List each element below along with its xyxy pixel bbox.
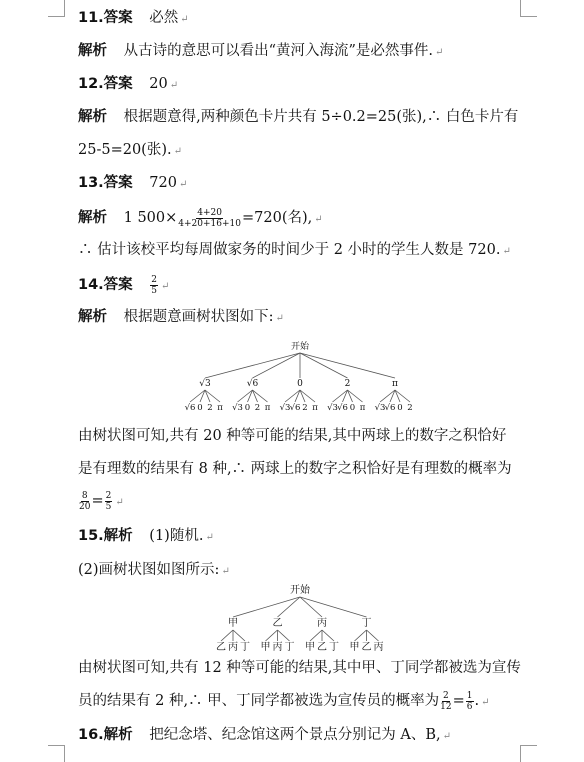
return-mark: ↵ — [442, 731, 452, 742]
tree-branch — [310, 630, 322, 641]
tree-leaf-label: 2 — [302, 403, 308, 413]
period: . — [474, 693, 480, 709]
equals-sign: = — [452, 693, 465, 709]
tree-leaf-label: 丁 — [284, 642, 295, 653]
q16-line — [78, 725, 451, 747]
tree-leaf-label: √6 — [384, 403, 396, 413]
q14-answer-denominator: 5 — [151, 285, 158, 296]
q13-calc-result: =720(名), — [242, 210, 313, 226]
tree-branch — [322, 630, 334, 641]
q15-part-2: (2)画树状图如图所示: — [78, 562, 220, 578]
tree-leaf-label: 乙 — [216, 642, 226, 653]
numerator: 1 — [466, 690, 473, 701]
q15-probability-fraction-1 — [440, 691, 451, 712]
tree-leaf-label: 丙 — [228, 642, 238, 653]
q14-result-text-1: 由树状图可知,共有 20 种等可能的结果,其中两球上的数字之积恰好 — [78, 428, 507, 444]
q12-explain-text-1: 根据题意得,两种颜色卡片共有 5÷0.2=25(张),∴ 白色卡片有 — [123, 109, 519, 125]
tree-branch — [300, 597, 367, 617]
tree-leaf-label: 乙 — [361, 642, 372, 653]
tree-leaf-label: π — [264, 403, 271, 413]
tree-level1-label: 甲 — [228, 618, 238, 629]
denominator: 12 — [440, 701, 452, 712]
tree-branch — [278, 630, 290, 641]
tree-branch — [233, 597, 300, 617]
q11-explain-head: 解析 — [78, 43, 107, 59]
tree-level1-label: √6 — [246, 379, 259, 389]
tree-branch — [355, 630, 367, 641]
tree-branch — [367, 630, 379, 641]
q13-calc-prefix: 1 500× — [123, 210, 178, 226]
denominator: 20 — [79, 501, 91, 512]
denominator: 6 — [466, 701, 473, 712]
tree-leaf-label: 0 — [197, 403, 203, 413]
tree-leaf-label: 丁 — [240, 642, 250, 653]
tree-leaf-label: 乙 — [317, 642, 327, 653]
tree-leaf-label: π — [312, 403, 318, 413]
tree-root-label: 开始 — [290, 585, 310, 596]
q15-part-1: (1)随机. — [149, 528, 204, 544]
return-mark: ↵ — [173, 146, 182, 157]
tree-level1-label: 2 — [344, 379, 351, 389]
return-mark: ↵ — [161, 281, 170, 292]
q15-result-text-2: 员的结果有 2 种,∴ 甲、丁同学都被选为宣传员的概率为 — [78, 693, 440, 709]
tree-level1-label: 0 — [297, 379, 303, 389]
q14-explain-text: 根据题意画树状图如下: — [123, 309, 274, 325]
tree-leaf-label: 2 — [254, 403, 261, 413]
tree-leaf-label: √3 — [232, 403, 243, 413]
tree-leaf-label: 丙 — [373, 642, 384, 653]
q11-answer: 必然 — [149, 10, 179, 26]
tree-branch — [233, 630, 245, 641]
tree-level1-label: 丙 — [317, 618, 327, 629]
return-mark: ↵ — [205, 532, 214, 543]
denominator: 5 — [105, 501, 112, 512]
numerator: 8 — [81, 490, 88, 501]
return-mark: ↵ — [115, 497, 124, 508]
q15-result-line-2 — [78, 688, 490, 716]
q13-answer: 720 — [149, 175, 177, 191]
q12-answer: 20 — [149, 76, 168, 92]
equals-sign: = — [91, 493, 104, 509]
return-mark: ↵ — [221, 566, 230, 577]
tree-level1-label: √3 — [199, 379, 211, 389]
tree-leaf-label: √3 — [327, 403, 338, 413]
q13-answer-head: 13.答案 — [78, 175, 133, 191]
tree-branch — [221, 630, 233, 641]
tree-leaf-label: 2 — [207, 403, 213, 413]
return-mark: ↵ — [502, 246, 511, 257]
q14-result-text-2: 是有理数的结果有 8 种,∴ 两球上的数字之积恰好是有理数的概率为 — [78, 461, 512, 477]
q13-fraction-numerator: 4+20 — [197, 207, 222, 218]
q12-answer-head: 12.答案 — [78, 76, 133, 92]
q15-explain-head: 15.解析 — [78, 528, 133, 544]
tree-leaf-label: π — [359, 403, 366, 413]
tree-leaf-label: √6 — [184, 403, 196, 413]
q12-explain-text-2: 25-5=20(张). — [78, 142, 172, 158]
tree-leaf-label: 丙 — [272, 642, 283, 653]
q15-result-line-1 — [78, 658, 521, 678]
tree-leaf-label: √3 — [374, 403, 386, 413]
return-mark: ↵ — [275, 313, 284, 324]
tree-level1-label: 丁 — [361, 618, 372, 629]
q16-explain-head: 16.解析 — [78, 727, 133, 743]
tree-leaf-label: 2 — [407, 403, 413, 413]
return-mark: ↵ — [435, 47, 444, 58]
tree-leaf-label: 甲 — [305, 642, 315, 653]
q15-probability-fraction-2 — [466, 691, 474, 712]
tree-leaf-label: √6 — [289, 403, 301, 413]
tree-leaf-label: √6 — [337, 403, 348, 413]
numerator: 2 — [105, 490, 112, 501]
q14-answer-numerator: 2 — [151, 274, 158, 285]
tree-leaf-label: 0 — [397, 403, 403, 413]
q15-result-text-1: 由树状图可知,共有 12 种等可能的结果,其中甲、丁同学都被选为宣传 — [78, 660, 521, 676]
q11-answer-head: 11.答案 — [78, 10, 133, 26]
q13-fraction-denominator: 4+20+16+10 — [178, 218, 241, 229]
tree-level1-label: 乙 — [272, 618, 283, 629]
return-mark: ↵ — [314, 214, 323, 225]
return-mark: ↵ — [180, 14, 189, 25]
numerator: 2 — [443, 690, 449, 701]
return-mark: ↵ — [169, 80, 179, 91]
q14-answer-head: 14.答案 — [78, 277, 133, 293]
q13-conclusion: ∴ 估计该校平均每周做家务的时间少于 2 小时的学生人数是 720. — [78, 242, 501, 258]
tree-leaf-label: 0 — [244, 403, 251, 413]
q16-text: 把纪念塔、纪念馆这两个景点分别记为 A、B, — [149, 727, 441, 743]
q14-explain-head: 解析 — [78, 309, 107, 325]
tree-leaf-label: 0 — [349, 403, 356, 413]
q13-explain-head: 解析 — [78, 210, 107, 226]
q11-explain-text: 从古诗的意思可以看出“黄河入海流”是必然事件. — [123, 43, 434, 59]
return-mark: ↵ — [178, 179, 188, 190]
tree-leaf-label: π — [217, 403, 223, 413]
tree-leaf-label: 甲 — [260, 642, 271, 653]
q12-explain-head: 解析 — [78, 109, 107, 125]
return-mark: ↵ — [481, 697, 490, 708]
tree-leaf-label: 甲 — [349, 642, 360, 653]
tree-leaf-label: 丁 — [329, 642, 339, 653]
tree-root-label: 开始 — [290, 342, 310, 352]
tree-branch — [266, 630, 278, 641]
tree-level1-label: π — [392, 379, 398, 389]
tree-leaf-label: √3 — [279, 403, 291, 413]
